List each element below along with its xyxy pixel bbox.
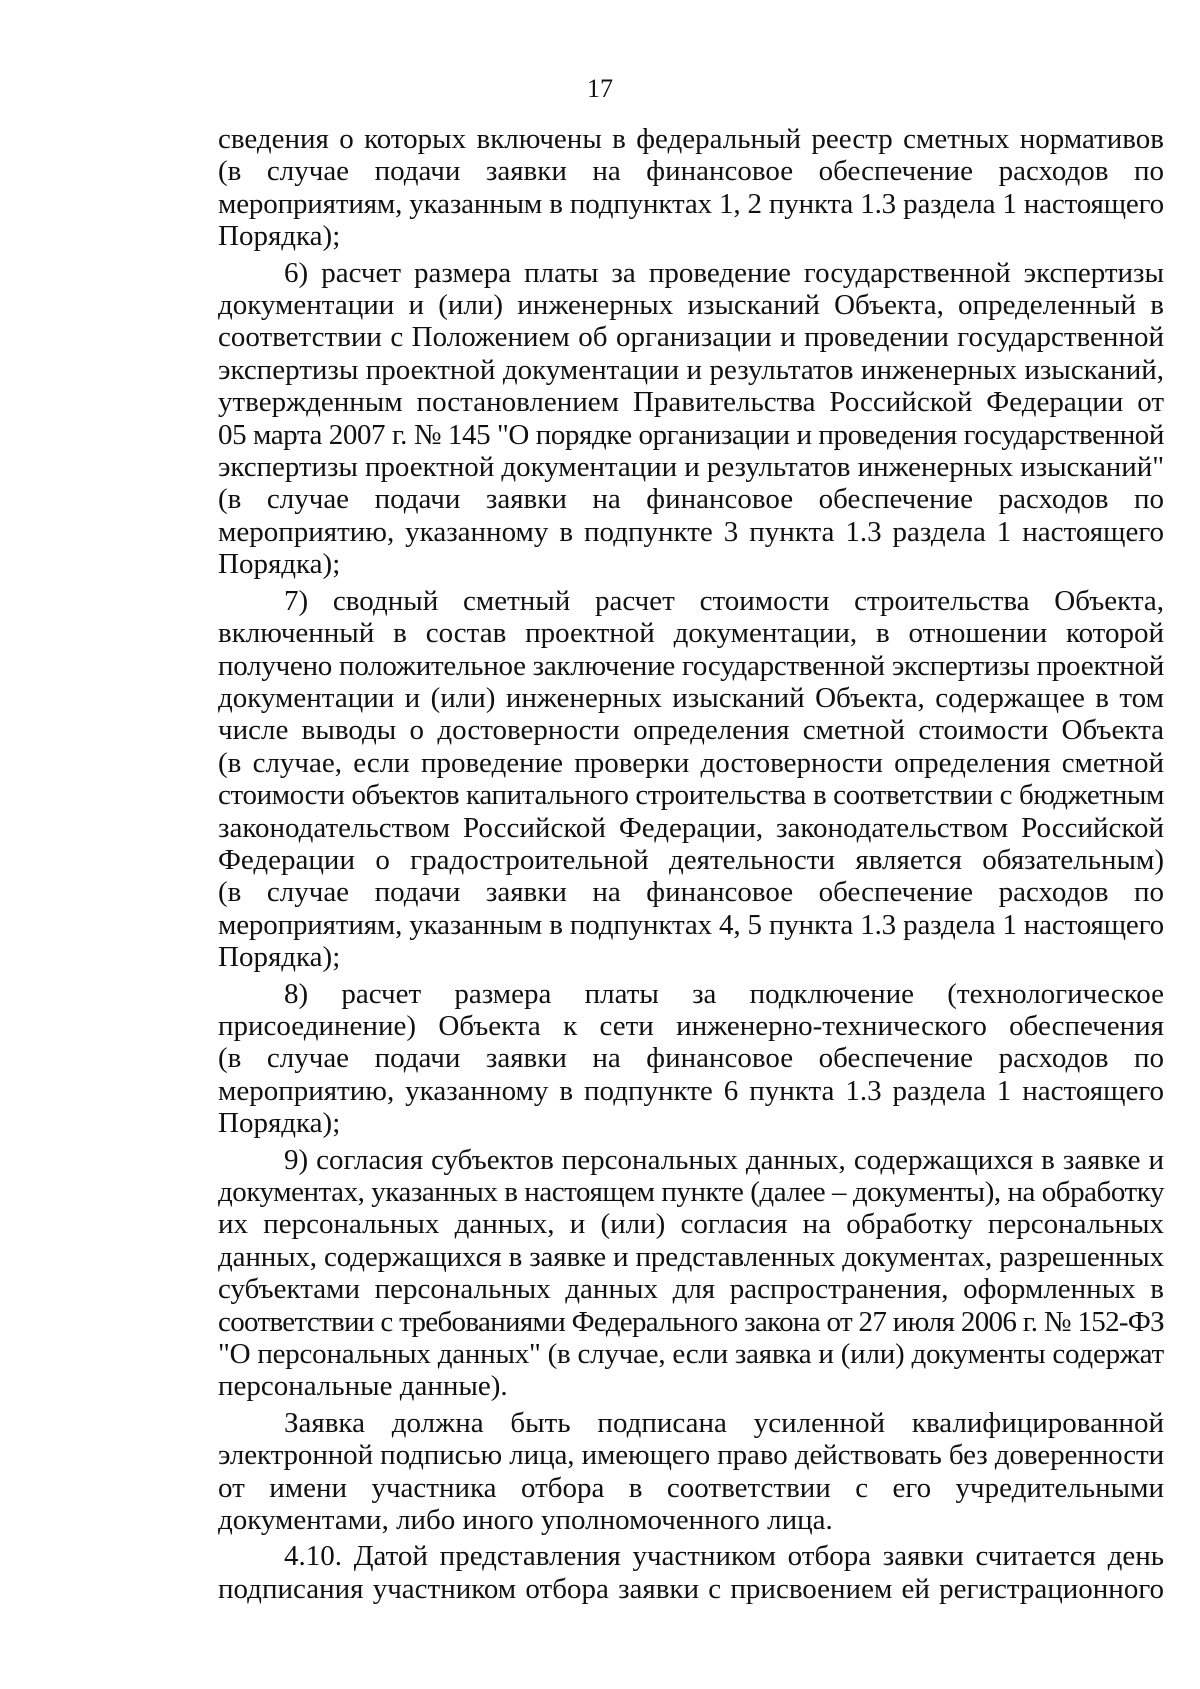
text-line: Заявка должна быть подписана усиленной квалифицированной (284, 1406, 1164, 1439)
paragraph-cont (218, 123, 1164, 253)
text-line: присоединение) Объекта к сети инженерно-технического обеспечения (218, 1009, 1164, 1042)
text-line: законодательством Российской Федерации, законодательством Российской (218, 811, 1164, 844)
text-line: утвержденным постановлением Правительства Российской Федерации от (218, 386, 1164, 419)
text-line: 05 марта 2007 г. № 145 "О порядке организации и проведения государственной (218, 418, 1164, 451)
text-line: (в случае, если проведение проверки достоверности определения сметной (218, 746, 1164, 779)
text-line: 4.10. Датой представления участником отбора заявки считается день (284, 1540, 1164, 1573)
text-line: документации и (или) инженерных изысканий Объекта, определенный в (218, 289, 1164, 322)
text-line: от имени участника отбора в соответствии с его учредительными (218, 1471, 1164, 1504)
text-line: получено положительное заключение государственной экспертизы проектной (218, 649, 1164, 682)
text-line: (в случае подачи заявки на финансовое обеспечение расходов по (218, 483, 1164, 516)
text-line: их персональных данных, и (или) согласия на обработку персональных (218, 1208, 1164, 1241)
text-line: 9) согласия субъектов персональных данных, содержащихся в заявке и (284, 1143, 1164, 1176)
text-line: мероприятию, указанному в подпункте 6 пункта 1.3 раздела 1 настоящего (218, 1074, 1164, 1107)
text-line: данных, содержащихся в заявке и представленных документах, разрешенных (218, 1240, 1164, 1273)
text-line: экспертизы проектной документации и результатов инженерных изысканий, (218, 353, 1164, 386)
text-line: Федерации о градостроительной деятельности является обязательным) (218, 843, 1164, 876)
text-line: подписания участником отбора заявки с присвоением ей регистрационного (218, 1572, 1164, 1605)
text-line: персональные данные). (218, 1370, 508, 1403)
text-line: "О персональных данных" (в случае, если заявка и (или) документы содержат (218, 1338, 1164, 1371)
paragraph-item-9 (218, 1144, 1164, 1403)
text-line: документами, либо иного уполномоченного лица. (218, 1504, 833, 1537)
text-line: (в случае подачи заявки на финансовое обеспечение расходов по (218, 155, 1164, 188)
text-line: сведения о которых включены в федеральный реестр сметных нормативов (218, 123, 1164, 155)
text-line: документации и (или) инженерных изысканий Объекта, содержащее в том (218, 681, 1164, 714)
text-line: Порядка); (218, 548, 341, 581)
text-line: Порядка); (218, 220, 341, 253)
paragraph-item-7 (218, 585, 1164, 974)
text-line: (в случае подачи заявки на финансовое обеспечение расходов по (218, 1042, 1164, 1075)
text-line: субъектами персональных данных для распространения, оформленных в (218, 1273, 1164, 1306)
text-line: числе выводы о достоверности определения сметной стоимости Объекта (218, 714, 1164, 747)
paragraph-item-4-10 (218, 1540, 1164, 1605)
text-line: 6) расчет размера платы за проведение государственной экспертизы (284, 256, 1164, 289)
text-line: экспертизы проектной документации и результатов инженерных изысканий" (218, 451, 1164, 484)
text-line: соответствии с Положением об организации и проведении государственной (218, 321, 1164, 354)
text-line: электронной подписью лица, имеющего право действовать без доверенности (218, 1439, 1164, 1472)
text-line: 8) расчет размера платы за подключение (технологическое (284, 977, 1164, 1010)
text-line: мероприятиям, указанным в подпунктах 1, 2 пункта 1.3 раздела 1 настоящего (218, 187, 1164, 220)
text-line: документах, указанных в настоящем пункте (далее – документы), на обработку (218, 1176, 1164, 1208)
page-number: 17 (587, 74, 613, 103)
text-line: соответствии с требованиями Федерального закона от 27 июля 2006 г. № 152-ФЗ (218, 1305, 1164, 1338)
text-line: Порядка); (218, 941, 341, 974)
text-line: включенный в состав проектной документации, в отношении которой (218, 617, 1164, 650)
text-line: стоимости объектов капитального строительства в соответствии с бюджетным (218, 779, 1165, 812)
text-line: мероприятию, указанному в подпункте 3 пункта 1.3 раздела 1 настоящего (218, 515, 1164, 548)
paragraph-item-8 (218, 978, 1164, 1140)
text-line: (в случае подачи заявки на финансовое обеспечение расходов по (218, 876, 1164, 909)
text-line: Порядка); (218, 1107, 341, 1140)
paragraph-signature (218, 1407, 1164, 1537)
text-line: мероприятиям, указанным в подпунктах 4, 5 пункта 1.3 раздела 1 настоящего (218, 908, 1164, 941)
document-body (218, 123, 1164, 1605)
text-line: 7) сводный сметный расчет стоимости строительства Объекта, (284, 584, 1164, 617)
paragraph-item-6 (218, 257, 1164, 581)
